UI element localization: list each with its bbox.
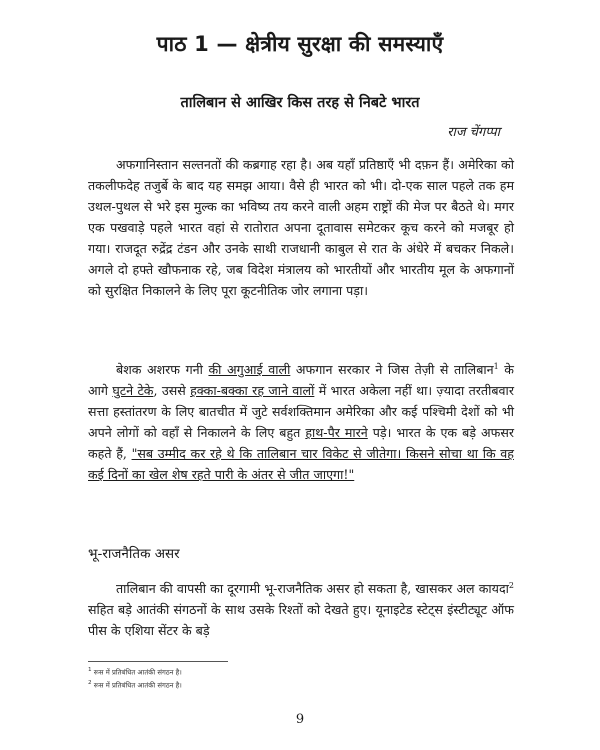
paragraph-1 bbox=[88, 154, 514, 301]
p2-underline-4: हाथ-पैर मारने bbox=[305, 425, 368, 440]
p2-underline-3: हक्का-बक्का रह जाने वालों bbox=[190, 383, 315, 398]
footnote-ref-2: 2 bbox=[508, 580, 514, 590]
author-name: राज चेंगप्पा bbox=[447, 125, 500, 140]
footnote-2-mark: 2 bbox=[88, 680, 92, 686]
p2-text-3: के आगे bbox=[88, 362, 514, 398]
p2-text-1: बेशक अशरफ गनी bbox=[116, 362, 209, 377]
footnote-1 bbox=[88, 667, 182, 676]
section-heading: भू-राजनैतिक असर bbox=[88, 546, 180, 562]
article-title: तालिबान से आखिर किस तरह से निबटे भारत bbox=[180, 95, 420, 111]
p2-text-6: पड़े। भारत के एक बड़े अफसर कहते हैं, bbox=[88, 425, 514, 461]
p2-underline-2: घुटने टेके bbox=[112, 383, 154, 398]
footnote-1-mark: 1 bbox=[88, 667, 92, 673]
footnote-1-text: रूस में प्रतिबंधित आतंकी संगठन है। bbox=[91, 668, 182, 677]
page-number: 9 bbox=[295, 712, 305, 727]
p2-text-4: , उससे bbox=[153, 383, 191, 398]
paragraph-3 bbox=[88, 578, 514, 641]
footnote-divider bbox=[88, 661, 228, 662]
paragraph-1-text: अफगानिस्तान सल्तनतों की कब्रगाह रहा है। अब यहाँ प्रतिष्ठाएँ भी दफ़न हैं। अमेरिका को तकलीफदेह तजुर्बे के बाद यह समझ आया। वैसे ही भारत को भी। दो-एक साल पहले तक हम उथल-पुथल से भरे इस मुल्क का भविष्य तय करने वाली अहम राष्ट्रों की मेज पर बैठते थे। मगर एक पखवाड़े पहले भारत वहां से रातोरात अपना दूतावास समेटकर कूच करने को मजबूर हो गया। राजदूत रुद्रेंद्र टंडन और उनके साथी राजधानी काबुल से रात के अंधेरे में बचकर निकले। अगले दो हफ्ते खौफनाक रहे, जब विदेश मंत्रालय को भारतीयों और भारतीय मूल के अफगानों को सुरक्षित निकालने के लिए पूरा कूटनीतिक जोर लगाना पड़ा। bbox=[88, 157, 514, 298]
p2-underline-1: की अगुआई वाली bbox=[208, 362, 291, 377]
p3-text-1: तालिबान की वापसी का दूरगामी भू-राजनैतिक असर हो सकता है, खासकर अल कायदा bbox=[116, 581, 509, 596]
chapter-title: पाठ 1 — क्षेत्रीय सुरक्षा की समस्याएँ bbox=[156, 32, 444, 56]
paragraph-2-text bbox=[88, 359, 514, 485]
p2-text-5: में भारत अकेला नहीं था। ज़्यादा तरतीबवार सत्ता हस्तांतरण के लिए बातचीत में जुटे सर्वशक्तिमान अमेरिका और कई पश्चिमी देशों को भी अपने लोगों को वहाँ से निकालने के लिए बहुत bbox=[88, 383, 514, 440]
p2-quote: "सब उम्मीद कर रहे थे कि तालिबान चार विकेट से जीतेगा। किसने सोचा था कि वह कई दिनों का खेल शेष रहते पारी के अंतर से जीत जाएगा!" bbox=[88, 446, 514, 482]
p3-text-2: सहित बड़े आतंकी संगठनों के साथ उसके रिश्तों को देखते हुए। यूनाइटेड स्टेट्स इंस्टीट्यूट ऑफ पीस के एशिया सेंटर के बड़े bbox=[88, 602, 514, 638]
footnote-ref-1: 1 bbox=[493, 361, 499, 371]
p2-text-2: अफगान सरकार ने जिस तेज़ी से तालिबान bbox=[290, 362, 494, 377]
paragraph-3-text bbox=[88, 578, 514, 641]
footnote-2-text: रूस में प्रतिबंधित आतंकी संगठन है। bbox=[91, 681, 182, 690]
footnote-2 bbox=[88, 680, 182, 689]
paragraph-2 bbox=[88, 359, 514, 485]
